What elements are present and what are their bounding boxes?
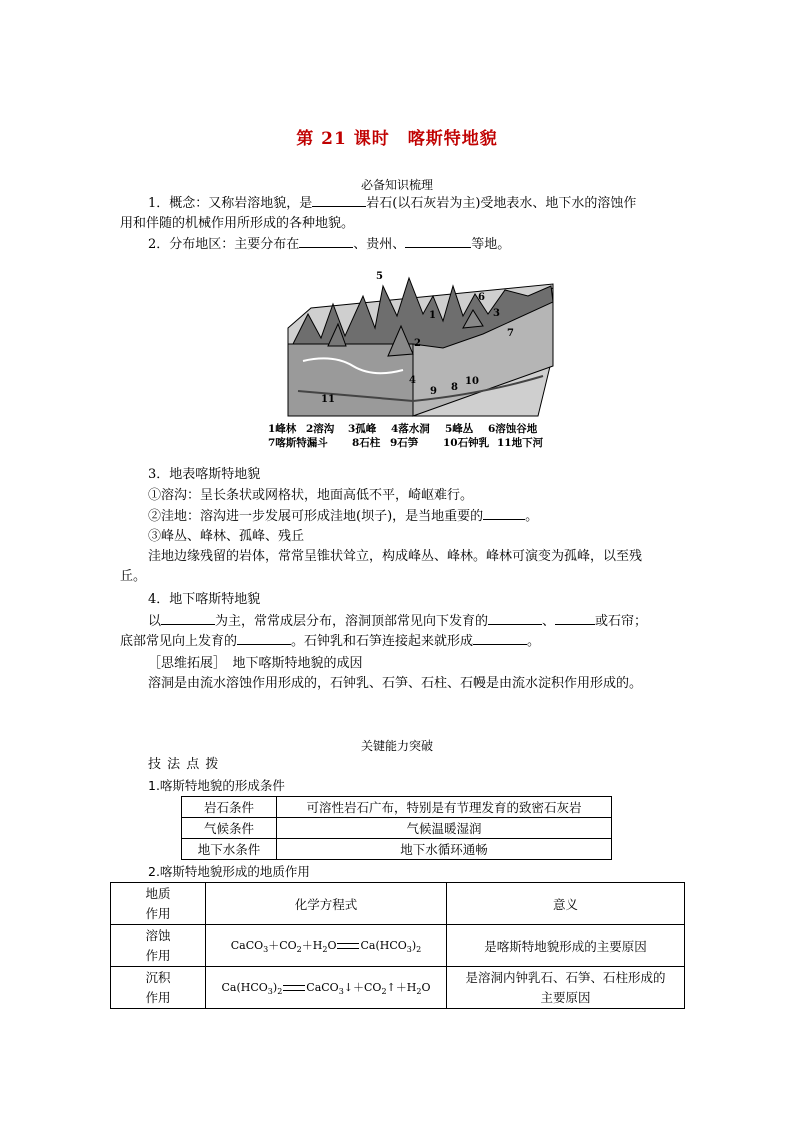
- label-4: 4: [409, 375, 416, 386]
- blank: [488, 612, 542, 625]
- table-row: 溶蚀 作用 $CaCO_3+CO_2+H_2O$ $Ca(HCO_3)_2$ 是喀斯特地貌形成的主要原因: [111, 925, 685, 967]
- page-title: 第 21 课时 喀斯特地貌: [296, 129, 498, 149]
- thinking-extension-text: 溶洞是由流水溶蚀作用形成的，石钟乳、石笋、石柱、石幔是由流水淀积作用形成的。: [148, 676, 643, 691]
- label-6: 6: [478, 292, 485, 303]
- blank: [405, 235, 471, 248]
- surface-karst-heading: 3．地表喀斯特地貌: [148, 467, 261, 482]
- section-heading-knowledge: 必备知识梳理: [360, 178, 433, 192]
- label-5: 5: [376, 271, 383, 282]
- figure-legend-row2: 7喀斯特漏斗 8石柱 9石笋 10石钟乳 11地下河: [268, 437, 544, 449]
- table-row: 沉积 作用 $Ca(HCO_3)_2$ $CaCO_3↓+CO_2↑+H_2O$ 是溶洞内钟乳石、石笋、石柱形成的 主要原因: [111, 967, 685, 1009]
- formation-conditions-table: [181, 796, 612, 860]
- label-11: 11: [321, 394, 335, 405]
- table-header-row: 地质 作用 化学方程式 意义: [111, 883, 685, 925]
- label-8: 8: [451, 382, 458, 393]
- blank: [483, 507, 525, 520]
- surface-item-1: ①溶沟：呈长条状或网格状，地面高低不平，崎岖难行。: [148, 488, 474, 503]
- distribution-line: 2．分布地区：主要分布在 、贵州、 等地。: [148, 237, 511, 252]
- table-row: 岩石条件 可溶性岩石广布，特别是有节理发育的致密石灰岩: [182, 797, 612, 818]
- karst-block-diagram: [283, 266, 559, 418]
- surface-item-3: ③峰丛、峰林、孤峰、残丘: [148, 529, 305, 544]
- concept-line2: 用和伴随的机械作用所形成的各种地貌。: [120, 216, 355, 231]
- underground-karst-heading: 4．地下喀斯特地貌: [148, 592, 261, 607]
- section-heading-ability: 关键能力突破: [360, 739, 433, 753]
- table1-heading: 1.喀斯特地貌的形成条件: [148, 778, 285, 793]
- table-row: 气候条件 气候温暖湿润: [182, 818, 612, 839]
- surface-item-3-desc1: 洼地边缘残留的岩体，常常呈锥状耸立，构成峰丛、峰林。峰林可演变为孤峰，以至残: [148, 549, 643, 564]
- blank: [237, 632, 291, 645]
- label-3: 3: [493, 308, 500, 319]
- table-row: 地下水条件 地下水循环通畅: [182, 839, 612, 860]
- blank: [161, 612, 215, 625]
- label-2: 2: [414, 338, 421, 349]
- underground-line1: 以 为主，常常成层分布，溶洞顶部常见向下发育的 、 或石帘；: [148, 614, 648, 629]
- surface-item-2: ②洼地：溶沟进一步发展可形成洼地(坝子)，是当地重要的 。: [148, 509, 539, 524]
- deposition-equation: $Ca(HCO_3)_2$ $CaCO_3↓+CO_2↑+H_2O$: [206, 967, 447, 1009]
- blank: [473, 632, 527, 645]
- geological-process-table: [110, 882, 685, 1009]
- table2-heading: 2.喀斯特地貌形成的地质作用: [148, 864, 310, 879]
- surface-item-3-desc2: 丘。: [120, 569, 147, 584]
- blank: [299, 235, 353, 248]
- label-9: 9: [430, 386, 437, 397]
- skill-heading: 技 法 点 拨: [148, 757, 220, 772]
- label-10: 10: [465, 376, 479, 387]
- concept-line1: 1．概念：又称岩溶地貌，是 岩石(以石灰岩为主)受地表水、地下水的溶蚀作: [148, 196, 637, 211]
- label-7: 7: [507, 328, 514, 339]
- blank: [312, 194, 366, 207]
- underground-line2: 底部常见向上发育的 。石钟乳和石笋连接起来就形成 。: [120, 634, 541, 649]
- thinking-extension-heading: ［思维拓展］ 地下喀斯特地貌的成因: [148, 656, 363, 671]
- blank: [555, 612, 595, 625]
- label-1: 1: [429, 310, 436, 321]
- dissolution-equation: $CaCO_3+CO_2+H_2O$ $Ca(HCO_3)_2$: [206, 925, 447, 967]
- figure-legend-row1: 1峰林 2溶沟 3孤峰 4落水洞 5峰丛 6溶蚀谷地: [268, 423, 538, 435]
